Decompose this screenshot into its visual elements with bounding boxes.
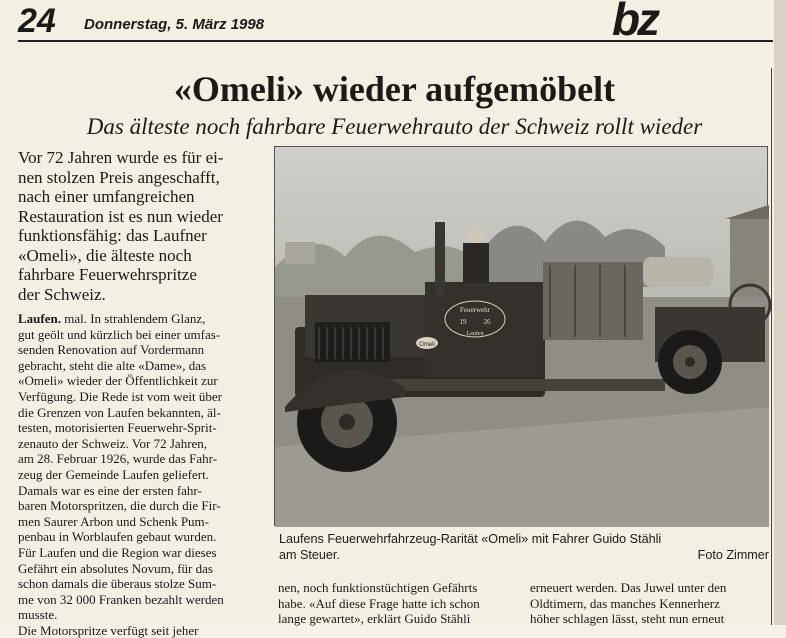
page-header xyxy=(18,0,773,45)
body-column-1 xyxy=(18,311,270,638)
lead-line: funktionsfähig: das Laufner xyxy=(18,226,207,245)
body-line: am 28. Februar 1926, wurde das Fahr- xyxy=(18,451,218,467)
body-line: nen, noch funktionstüchtigen Gefährts xyxy=(278,580,478,595)
lead-line: «Omeli», die älteste noch xyxy=(18,245,192,265)
photo-caption: Laufens Feuerwehrfahrzeug-Rarität «Omeli» mit Fahrer Guido Stähli xyxy=(279,532,662,546)
body-line: senden Renovation auf Vordermann xyxy=(18,342,205,358)
photo-illustration xyxy=(275,147,769,527)
lead-line: nen stolzen Preis angeschafft, xyxy=(18,167,220,187)
body-line: Verfügung. Die Rede ist vom weit über xyxy=(18,388,222,404)
body-line: «Omeli» wieder der Öffentlichkeit zur xyxy=(18,373,218,389)
body-line: Damals war es eine der ersten fahr- xyxy=(18,482,202,498)
subheadline: Das älteste noch fahrbare Feuerwehrauto der Schweiz rollt wieder xyxy=(86,114,703,139)
body-line: musste. xyxy=(18,607,58,623)
body-line: lange gewartet», erklärt Guido Stähli xyxy=(278,611,471,627)
body-line: men Saurer Arbon und Schenk Pum- xyxy=(18,513,210,529)
body-line: Für Laufen und die Region war dieses xyxy=(18,544,217,560)
lead-paragraph xyxy=(18,148,270,304)
body-line: erneuert werden. Das Juwel unter den xyxy=(530,580,727,595)
body-line: baren Motorspritzen, die durch die Fir- xyxy=(18,498,221,514)
lead-line: nach einer umfangreichen xyxy=(18,187,195,206)
body-line: Gefährt ein absolutes Novum, für das xyxy=(18,560,213,576)
lead-line: Vor 72 Jahren wurde es für ei- xyxy=(18,148,224,167)
page-number: 24 xyxy=(18,2,56,40)
lead-line: der Schweiz. xyxy=(18,284,106,304)
body-line: gut geölt und kürzlich bei einer umfas- xyxy=(18,326,221,342)
lead-line: Restauration ist es nun wieder xyxy=(18,206,223,226)
column-rule xyxy=(771,68,772,625)
newspaper-logo: bz xyxy=(612,0,658,45)
body-line: penbau in Worblaufen gebaut wurden. xyxy=(18,529,217,545)
door-lettering-year-left: 19 xyxy=(459,318,467,326)
door-lettering-town: Laufen xyxy=(466,331,484,337)
door-lettering-year-right: 26 xyxy=(483,318,491,326)
headline: «Omeli» wieder aufgemöbelt xyxy=(173,69,616,109)
body-column-2 xyxy=(278,580,518,627)
fire-truck-photo xyxy=(274,146,768,526)
door-lettering: Feuerwehr xyxy=(460,306,490,314)
photo-credit: Foto Zimmer xyxy=(697,548,769,562)
photo-caption-continued xyxy=(279,547,769,563)
caption-line-2: am Steuer. xyxy=(279,548,340,562)
body-column-3 xyxy=(530,580,770,627)
body-line: Die Motorspritze verfügt seit jeher xyxy=(18,622,199,638)
body-line: Oldtimern, das manches Kennerherz xyxy=(530,595,720,611)
lead-line: fahrbare Feuerwehrspritze xyxy=(18,265,197,284)
issue-date: Donnerstag, 5. März 1998 xyxy=(84,16,265,33)
dateline: Laufen. xyxy=(18,311,61,326)
body-line: testen, motorisierten Feuerwehr-Sprit- xyxy=(18,420,217,436)
body-line: gebracht, steht die alte «Dame», das xyxy=(18,357,207,373)
body-line: höher schlagen lässt, steht nun erneut xyxy=(530,611,725,627)
body-line: Laufen. mal. In strahlendem Glanz, xyxy=(18,311,206,326)
body-line: me von 32 000 Franken bezahlt werden xyxy=(18,591,224,607)
body-line: die Grenzen von Laufen bekannten, äl- xyxy=(18,404,221,420)
body-line: habe. «Auf diese Frage hatte ich schon xyxy=(278,595,480,611)
omeli-plate: Omeli xyxy=(419,342,435,348)
page-edge xyxy=(774,0,786,625)
body-line: schon damals die überaus stolze Sum- xyxy=(18,576,217,592)
body-line: zeug der Gemeinde Laufen geliefert. xyxy=(18,466,209,482)
body-line: zenauto der Schweiz. Vor 72 Jahren, xyxy=(18,435,208,451)
